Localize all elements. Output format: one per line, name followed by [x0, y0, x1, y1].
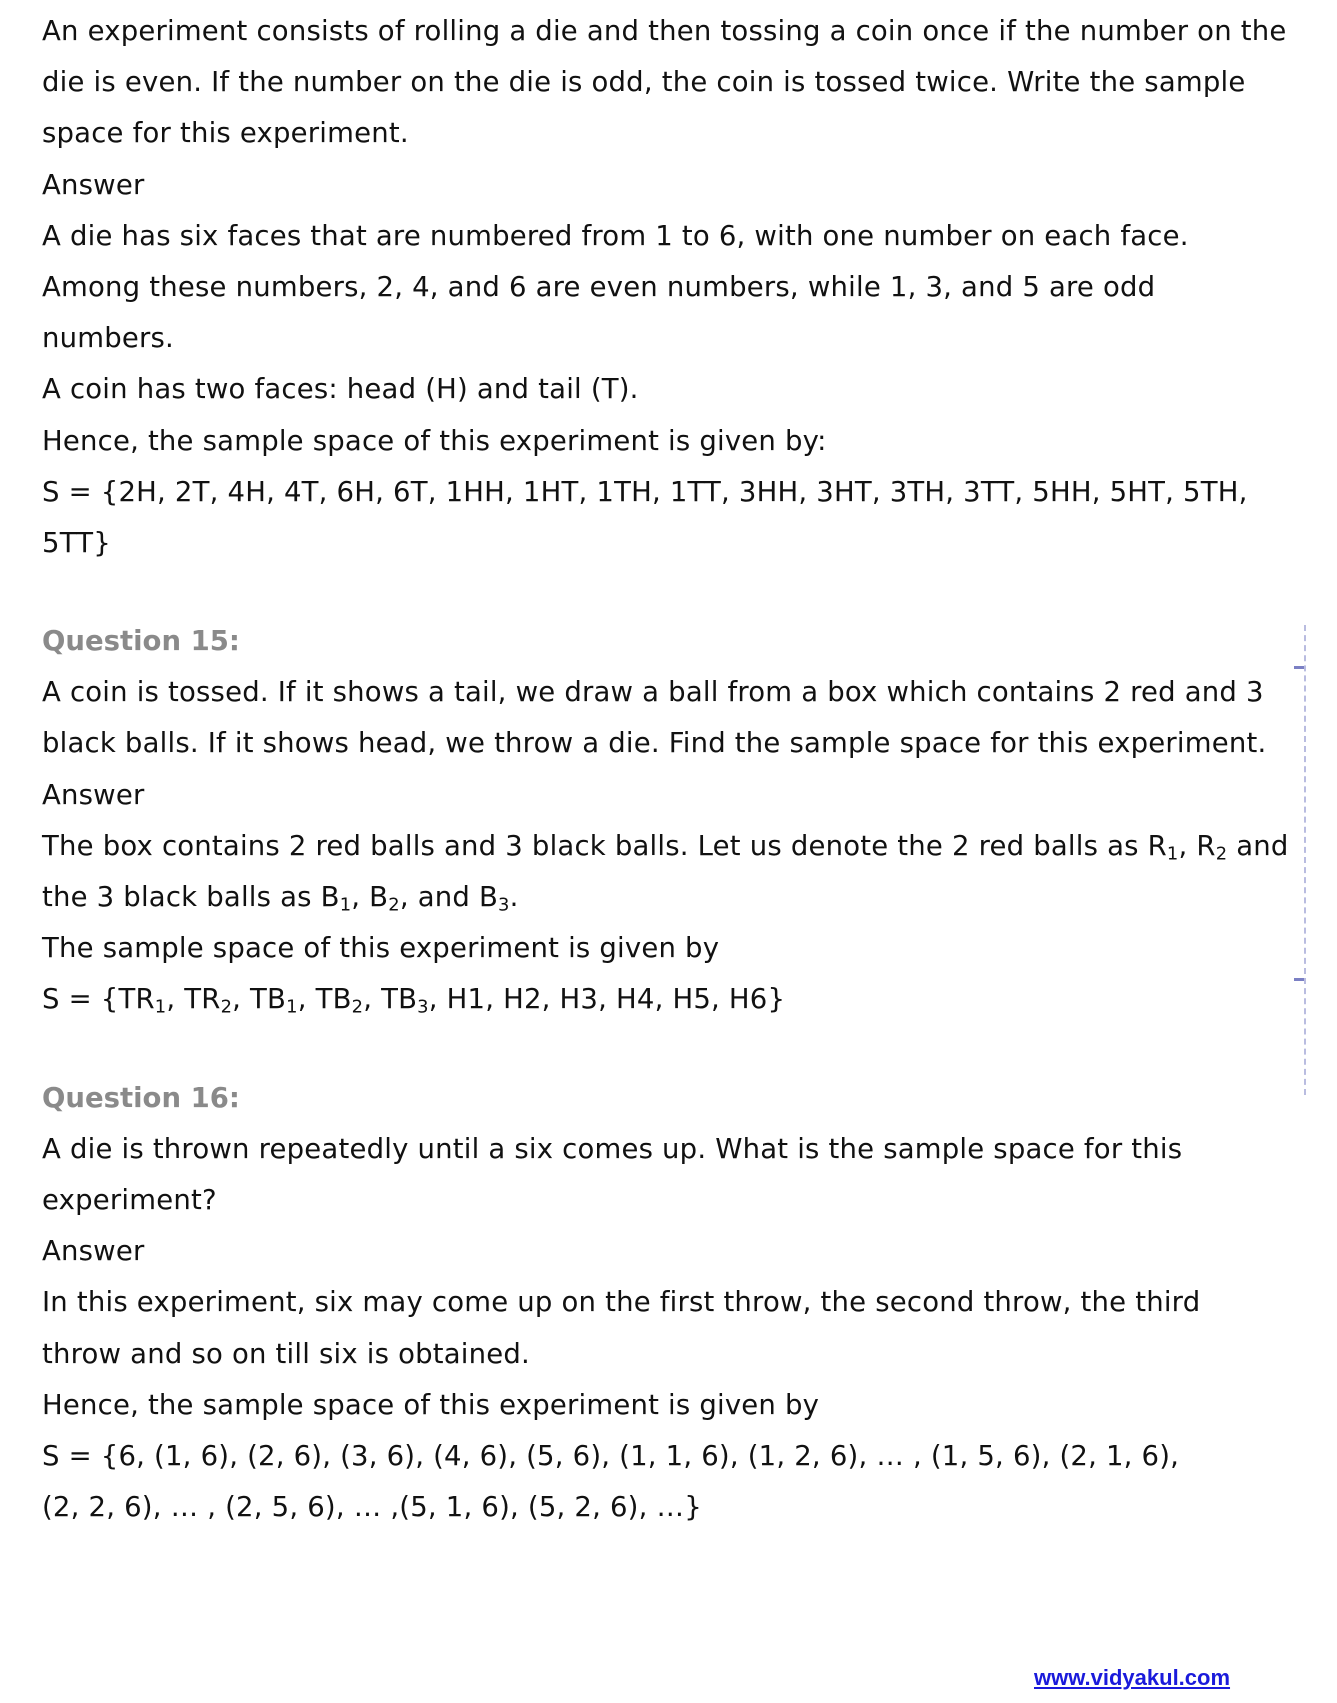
question-16-heading: Question 16:	[42, 1081, 240, 1114]
subscript: 3	[417, 996, 429, 1018]
margin-tick-mark	[1294, 666, 1304, 669]
text-segment: , TB	[232, 983, 287, 1016]
text-line: A die is thrown repeatedly until a six comes up. What is the sample space for this	[42, 1132, 1183, 1165]
footer-website-link[interactable]: www.vidyakul.com	[1034, 1665, 1231, 1690]
text-segment: The box contains 2 red balls and 3 black balls. Let us denote the 2 red balls as R	[42, 829, 1167, 862]
subscript: 1	[339, 894, 352, 916]
text-line: die is even. If the number on the die is odd, the coin is tossed twice. Write the sample	[42, 66, 1246, 99]
question-16-text	[42, 1124, 1312, 1226]
text-line: A die has six faces that are numbered from 1 to 6, with one number on each face.	[42, 219, 1189, 252]
text-segment: .	[509, 881, 519, 913]
sample-space-line	[42, 974, 1312, 1025]
document-body	[42, 6, 1312, 1533]
text-line	[42, 821, 1312, 872]
answer-label: Answer	[42, 778, 145, 811]
answer-15-text	[42, 821, 1312, 1026]
text-segment: , H1, H2, H3, H4, H5, H6}	[428, 983, 786, 1016]
subscript: 2	[1215, 843, 1228, 865]
sample-space-line: S = {6, (1, 6), (2, 6), (3, 6), (4, 6), (5, 6), (1, 1, 6), (1, 2, 6), … , (1, 5, 6), (2, 1, 6),	[42, 1439, 1180, 1472]
sample-space-line: S = {2H, 2T, 4H, 4T, 6H, 6T, 1HH, 1HT, 1TH, 1TT, 3HH, 3HT, 3TH, 3TT, 5HH, 5HT, 5TH,	[42, 475, 1248, 508]
text-segment: , TB	[297, 983, 352, 1016]
subscript: 1	[1166, 843, 1179, 865]
answer-label: Answer	[42, 168, 145, 201]
text-segment: , R	[1178, 829, 1216, 862]
subscript: 2	[351, 996, 364, 1018]
question-15-text	[42, 667, 1312, 769]
text-segment: and	[1227, 829, 1289, 862]
text-line: experiment?	[42, 1183, 217, 1216]
text-line	[42, 872, 1312, 923]
margin-tick-mark	[1294, 978, 1304, 981]
text-line: black balls. If it shows head, we throw a die. Find the sample space for this experiment.	[42, 727, 1267, 760]
text-line: throw and so on till six is obtained.	[42, 1337, 530, 1370]
answer-14-text	[42, 211, 1312, 569]
margin-dashed-rule	[1304, 625, 1306, 1095]
answer-16-text	[42, 1277, 1312, 1533]
text-line: Hence, the sample space of this experiment is given by:	[42, 424, 827, 457]
text-line: Hence, the sample space of this experiment is given by	[42, 1388, 820, 1421]
text-line: A coin is tossed. If it shows a tail, we draw a ball from a box which contains 2 red and 3	[42, 676, 1264, 709]
subscript: 2	[220, 996, 233, 1018]
text-segment: , and B	[399, 881, 499, 913]
text-line: space for this experiment.	[42, 117, 409, 150]
text-segment: S = {TR	[42, 983, 155, 1016]
sample-space-line: 5TT}	[42, 526, 111, 559]
subscript: 3	[498, 894, 510, 916]
text-line: Among these numbers, 2, 4, and 6 are even numbers, while 1, 3, and 5 are odd	[42, 270, 1156, 303]
text-segment: , B	[351, 881, 389, 913]
subscript: 2	[388, 894, 400, 916]
sample-space-line: (2, 2, 6), … , (2, 5, 6), … ,(5, 1, 6), (5, 2, 6), …}	[42, 1491, 702, 1524]
subscript: 1	[154, 996, 167, 1018]
question-14-text	[42, 6, 1312, 160]
subscript: 1	[286, 996, 298, 1018]
question-15-heading: Question 15:	[42, 625, 240, 658]
text-segment: the 3 black balls as B	[42, 881, 340, 913]
text-line: An experiment consists of rolling a die and then tossing a coin once if the number on the	[42, 15, 1287, 47]
text-line: numbers.	[42, 322, 174, 355]
answer-label: Answer	[42, 1235, 145, 1268]
text-line: A coin has two faces: head (H) and tail (T).	[42, 373, 639, 406]
text-segment: , TB	[363, 983, 418, 1016]
text-line: The sample space of this experiment is given by	[42, 932, 720, 965]
text-segment: , TR	[166, 983, 221, 1016]
text-line: In this experiment, six may come up on the first throw, the second throw, the third	[42, 1286, 1201, 1319]
